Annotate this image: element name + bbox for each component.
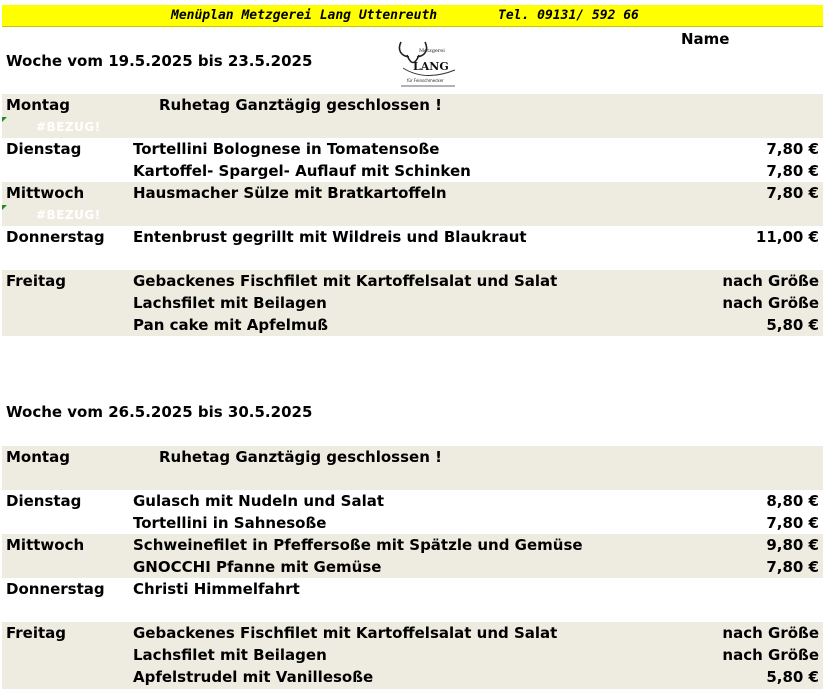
phone-number: Tel. 09131/ 592 66	[498, 8, 639, 23]
price-label: nach Größe	[722, 294, 819, 312]
bull-head-icon	[395, 40, 459, 90]
menu-row	[0, 292, 829, 314]
cell-marker	[2, 117, 7, 122]
dish-label: Tortellini in Sahnesoße	[133, 514, 327, 532]
day-label: Donnerstag	[6, 580, 105, 598]
price-label: nach Größe	[722, 646, 819, 664]
menu-title: Menüplan Metzgerei Lang Uttenreuth	[171, 8, 438, 23]
week-1-title: Woche vom 19.5.2025 bis 23.5.2025	[6, 52, 313, 70]
dish-label: Tortellini Bolognese in Tomatensoße	[133, 140, 440, 158]
day-label: Montag	[6, 96, 70, 114]
svg-text:für Feinschmecker: für Feinschmecker	[407, 78, 444, 83]
menu-row	[0, 556, 829, 578]
menu-row	[0, 138, 829, 160]
dish-label: Schweinefilet in Pfeffersoße mit Spätzle und Gemüse	[133, 536, 583, 554]
price-label: 7,80 €	[766, 140, 819, 158]
day-label: Mittwoch	[6, 536, 85, 554]
dish-label: Ruhetag Ganztägig geschlossen !	[159, 96, 442, 114]
name-column-header: Name	[681, 30, 730, 48]
menu-row	[0, 622, 829, 644]
menu-row	[0, 534, 829, 556]
dish-label: Kartoffel- Spargel- Auflauf mit Schinken	[133, 162, 471, 180]
menu-row	[0, 226, 829, 248]
ref-error-2: #BEZUG!	[36, 208, 101, 222]
dish-label: Lachsfilet mit Beilagen	[133, 294, 327, 312]
price-label: 5,80 €	[766, 668, 819, 686]
dish-label: Hausmacher Sülze mit Bratkartoffeln	[133, 184, 447, 202]
butcher-logo	[395, 40, 459, 90]
price-label: 7,80 €	[766, 514, 819, 532]
dish-label: Gulasch mit Nudeln und Salat	[133, 492, 385, 510]
svg-text:LANG: LANG	[413, 60, 449, 73]
day-label: Mittwoch	[6, 184, 85, 202]
price-label: 5,80 €	[766, 316, 819, 334]
dish-label: Pan cake mit Apfelmuß	[133, 316, 329, 334]
menu-row	[0, 512, 829, 534]
dish-label: Lachsfilet mit Beilagen	[133, 646, 327, 664]
price-label: 9,80 €	[766, 536, 819, 554]
menu-row	[0, 314, 829, 336]
dish-label: Entenbrust gegrillt mit Wildreis und Blaukraut	[133, 228, 527, 246]
price-label: 8,80 €	[766, 492, 819, 510]
menu-row	[0, 270, 829, 292]
dish-label: Gebackenes Fischfilet mit Kartoffelsalat und Salat	[133, 272, 558, 290]
dish-label: Apfelstrudel mit Vanillesoße	[133, 668, 374, 686]
menu-row	[0, 94, 829, 116]
menu-row	[0, 182, 829, 204]
day-label: Freitag	[6, 624, 67, 642]
day-label: Montag	[6, 448, 70, 466]
menu-row	[0, 446, 829, 468]
price-label: 11,00 €	[755, 228, 819, 246]
menu-row	[0, 644, 829, 666]
menu-row	[0, 578, 829, 600]
day-label: Dienstag	[6, 492, 82, 510]
svg-text:Metzgerei: Metzgerei	[419, 48, 445, 54]
header-banner	[2, 5, 823, 27]
dish-label: GNOCCHI Pfanne mit Gemüse	[133, 558, 382, 576]
day-label: Dienstag	[6, 140, 82, 158]
ref-error-1: #BEZUG!	[36, 120, 101, 134]
cell-marker	[2, 205, 7, 210]
dish-label: Christi Himmelfahrt	[133, 580, 300, 598]
price-label: 7,80 €	[766, 558, 819, 576]
menu-row	[0, 490, 829, 512]
price-label: 7,80 €	[766, 162, 819, 180]
dish-label: Ruhetag Ganztägig geschlossen !	[159, 448, 442, 466]
day-label: Freitag	[6, 272, 67, 290]
price-label: 7,80 €	[766, 184, 819, 202]
menu-row	[0, 666, 829, 688]
week-2-title: Woche vom 26.5.2025 bis 30.5.2025	[6, 403, 313, 421]
day-label: Donnerstag	[6, 228, 105, 246]
price-label: nach Größe	[722, 624, 819, 642]
menu-row	[0, 160, 829, 182]
price-label: nach Größe	[722, 272, 819, 290]
dish-label: Gebackenes Fischfilet mit Kartoffelsalat und Salat	[133, 624, 558, 642]
